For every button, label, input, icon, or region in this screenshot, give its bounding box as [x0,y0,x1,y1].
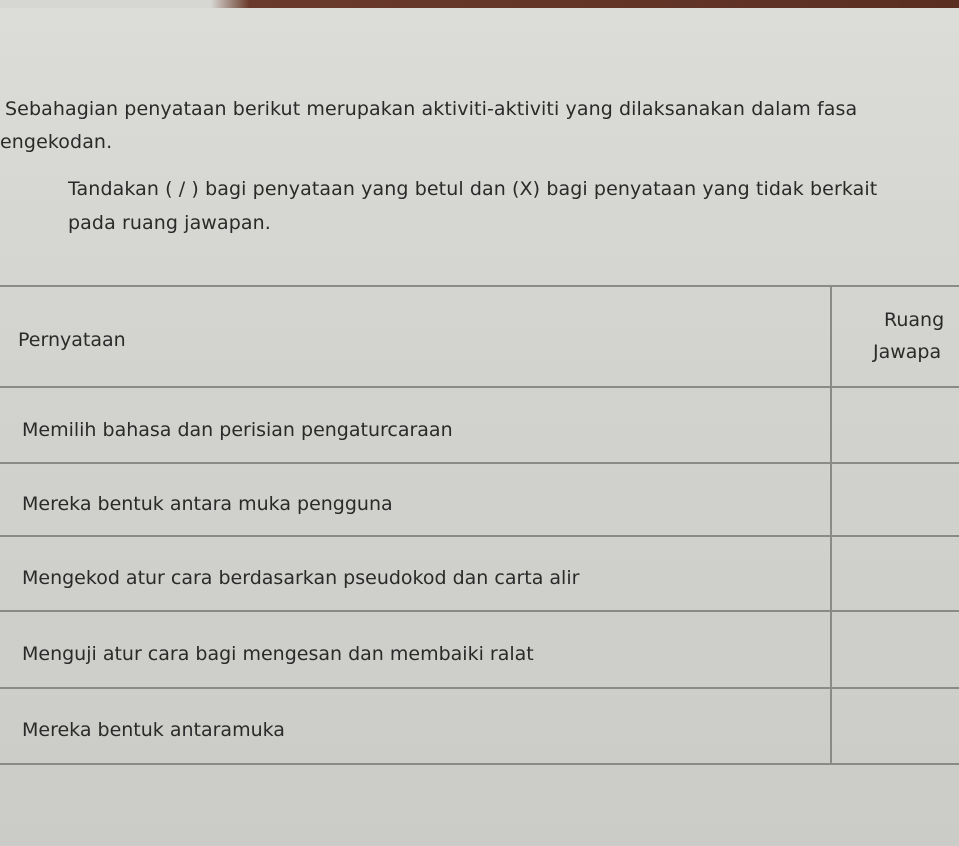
column-divider [830,285,832,765]
table-divider [0,687,959,689]
table-border-top [0,285,959,287]
instruction-line-3: Tandakan ( / ) bagi penyataan yang betul dan (X) bagi penyataan yang tidak berkait [68,178,878,200]
header-answer-line-1: Ruang [884,309,945,331]
instruction-line-4: pada ruang jawapan. [68,212,271,234]
header-statement: Pernyataan [18,329,126,351]
instruction-line-1: Sebahagian penyataan berikut merupakan aktiviti-aktiviti yang dilaksanakan dalam fasa [5,98,858,120]
instruction-line-2: engekodan. [0,131,113,153]
table-row-statement: Mengekod atur cara berdasarkan pseudokod dan carta alir [22,567,580,589]
top-edge [0,0,959,8]
table-divider [0,386,959,388]
answer-cell[interactable] [840,542,950,606]
table-divider [0,535,959,537]
table-row-statement: Menguji atur cara bagi mengesan dan membaiki ralat [22,643,534,665]
answer-cell[interactable] [840,617,950,683]
table-border-bottom [0,763,959,765]
table-divider [0,610,959,612]
table-row-statement: Memilih bahasa dan perisian pengaturcaraan [22,419,453,441]
table-row-statement: Mereka bentuk antara muka pengguna [22,493,393,515]
answer-cell[interactable] [840,393,950,457]
table-divider [0,462,959,464]
header-answer-line-2: Jawapa [873,341,942,363]
answer-cell[interactable] [840,694,950,758]
answer-table [0,285,959,765]
answer-cell[interactable] [840,469,950,531]
table-row-statement: Mereka bentuk antaramuka [22,719,285,741]
